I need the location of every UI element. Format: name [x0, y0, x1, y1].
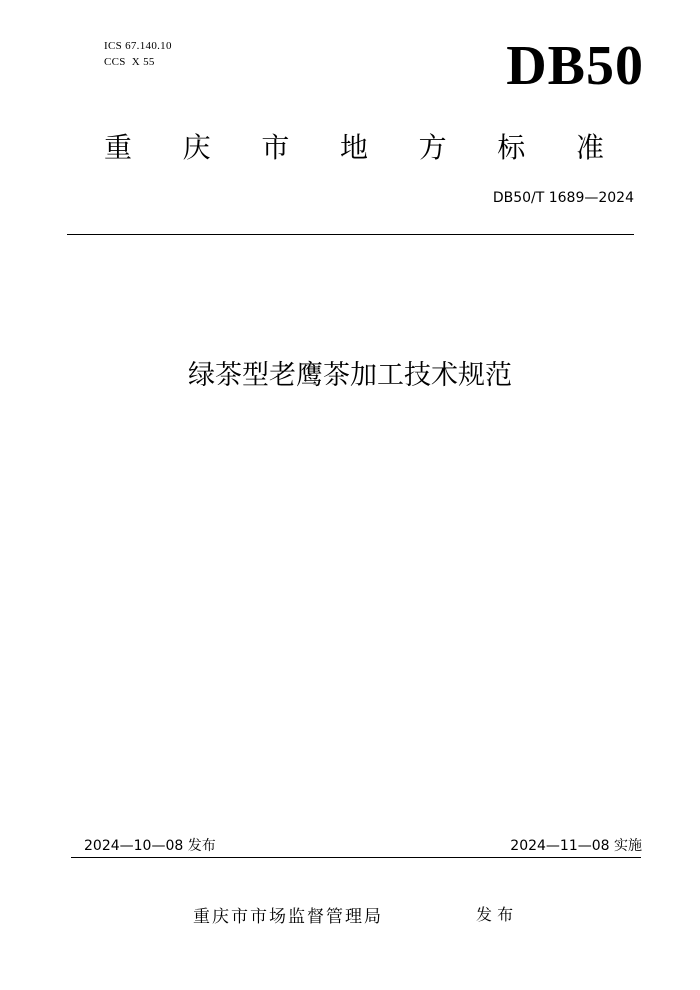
ics-code: ICS 67.140.10 [104, 40, 172, 52]
publisher-name: 重庆市市场监督管理局 [193, 907, 383, 927]
standard-type-char: 准 [575, 131, 604, 164]
standard-type-char: 重 [104, 131, 133, 164]
standard-type-char: 地 [339, 131, 368, 164]
publish-label: 发 布 [476, 905, 514, 924]
implementation-date: 2024—11—08 实施 [510, 838, 642, 854]
standard-type-char: 市 [261, 131, 290, 164]
standard-type-char: 标 [497, 131, 526, 164]
document-title: 绿茶型老鹰茶加工技术规范 [188, 360, 512, 391]
standard-number: DB50/T 1689—2024 [492, 190, 634, 206]
standard-type-char: 方 [418, 131, 447, 164]
standard-type-char: 庆 [182, 131, 211, 164]
top-divider [67, 234, 634, 235]
standard-type-title [104, 130, 604, 166]
issue-date: 2024—10—08 发布 [84, 838, 216, 854]
bottom-divider [71, 857, 641, 858]
standard-mark: DB50 [506, 35, 644, 97]
ccs-code: CCS X 55 [104, 56, 155, 68]
